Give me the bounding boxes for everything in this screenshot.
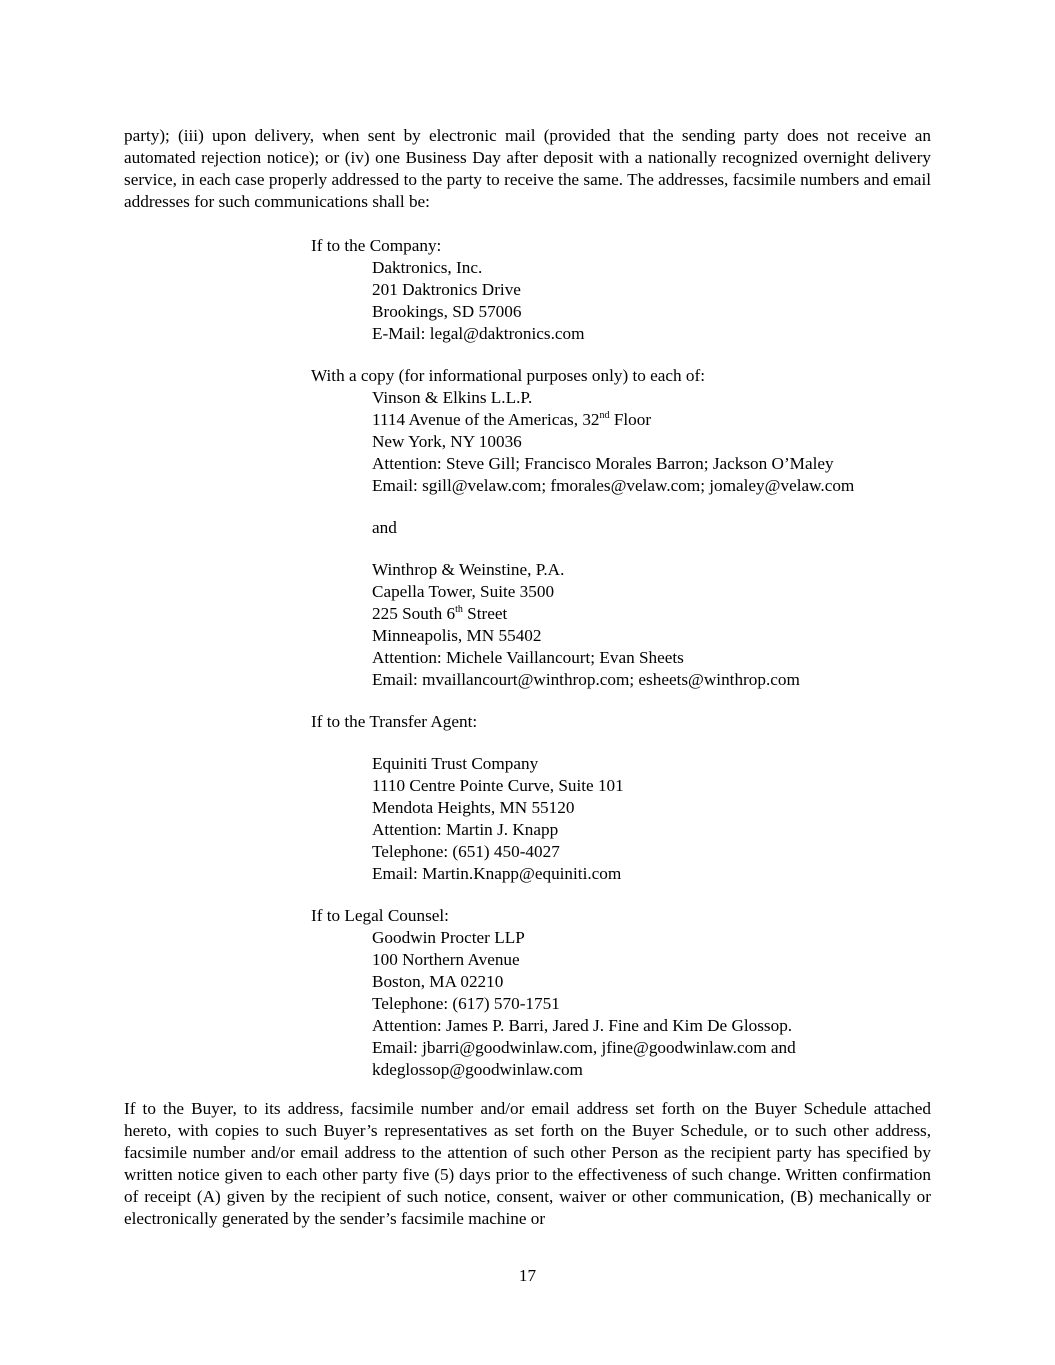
ta-attention: Attention: Martin J. Knapp [372, 820, 559, 839]
legal-counsel-heading: If to Legal Counsel: [311, 906, 449, 925]
ve-street-address: 1114 Avenue of the Americas, 32nd Floor [372, 410, 652, 429]
vinson-elkins-address-block [372, 387, 854, 497]
company-street: 201 Daktronics Drive [372, 280, 521, 299]
ww-suite: Capella Tower, Suite 3500 [372, 582, 555, 601]
lc-attention: Attention: James P. Barri, Jared J. Fine and Kim De Glossop. [372, 1016, 793, 1035]
ve-attention: Attention: Steve Gill; Francisco Morales Barron; Jackson O’Maley [372, 454, 834, 473]
company-name: Daktronics, Inc. [372, 258, 483, 277]
ww-email: Email: mvaillancourt@winthrop.com; esheets@winthrop.com [372, 670, 800, 689]
company-heading: If to the Company: [311, 236, 442, 255]
ww-city: Minneapolis, MN 55402 [372, 626, 542, 645]
ta-company: Equiniti Trust Company [372, 754, 539, 773]
ve-city: New York, NY 10036 [372, 432, 522, 451]
transfer-agent-heading: If to the Transfer Agent: [311, 712, 478, 731]
lc-firm-name: Goodwin Procter LLP [372, 928, 525, 947]
ta-telephone: Telephone: (651) 450-4027 [372, 842, 560, 861]
ve-email: Email: sgill@velaw.com; fmorales@velaw.com; jomaley@velaw.com [372, 476, 855, 495]
winthrop-weinstine-address-block [372, 559, 800, 691]
notice-paragraph-top: party); (iii) upon delivery, when sent by electronic mail (provided that the sending party does not receive an automated rejection notice); or (iv) one Business Day after deposit with a nationally recognized overnight delivery service, in each case properly addressed to the party to receive the same. The addresses, facsimile numbers and email addresses for such communications shall be: [124, 126, 931, 211]
legal-counsel-address-block [372, 927, 796, 1081]
ta-street: 1110 Centre Pointe Curve, Suite 101 [372, 776, 624, 795]
lc-email: Email: jbarri@goodwinlaw.com, jfine@goodwinlaw.com and [372, 1038, 796, 1057]
and-connector: and [372, 518, 397, 537]
ww-street-address: 225 South 6th Street [372, 604, 508, 623]
ww-firm-name: Winthrop & Weinstine, P.A. [372, 560, 565, 579]
lc-street: 100 Northern Avenue [372, 950, 520, 969]
company-city: Brookings, SD 57006 [372, 302, 522, 321]
ta-email: Email: Martin.Knapp@equiniti.com [372, 864, 622, 883]
ta-city: Mendota Heights, MN 55120 [372, 798, 575, 817]
copy-heading: With a copy (for informational purposes only) to each of: [311, 366, 706, 385]
page-number: 17 [518, 1266, 537, 1285]
company-address-block [372, 257, 584, 345]
company-email: E-Mail: legal@daktronics.com [372, 324, 585, 343]
lc-email-continued: kdeglossop@goodwinlaw.com [372, 1060, 583, 1079]
lc-telephone: Telephone: (617) 570-1751 [372, 994, 560, 1013]
notice-paragraph-bottom: If to the Buyer, to its address, facsimile number and/or email address set forth on the Buyer Schedule attached hereto, with copies to such Buyer’s representatives as set forth on the Buyer Schedule, or to such other address, facsimile number and/or email address to the attention of such other Person as the recipient party has specified by written notice given to each other party five (5) days prior to the effectiveness of such change. Written confirmation of receipt (A) given by the recipient of such notice, consent, waiver or other communication, (B) mechanically or electronically generated by the sender’s facsimile machine or [124, 1099, 931, 1228]
transfer-agent-address-block [372, 753, 624, 885]
lc-city: Boston, MA 02210 [372, 972, 504, 991]
ve-firm-name: Vinson & Elkins L.L.P. [372, 388, 533, 407]
ww-attention: Attention: Michele Vaillancourt; Evan Sheets [372, 648, 684, 667]
